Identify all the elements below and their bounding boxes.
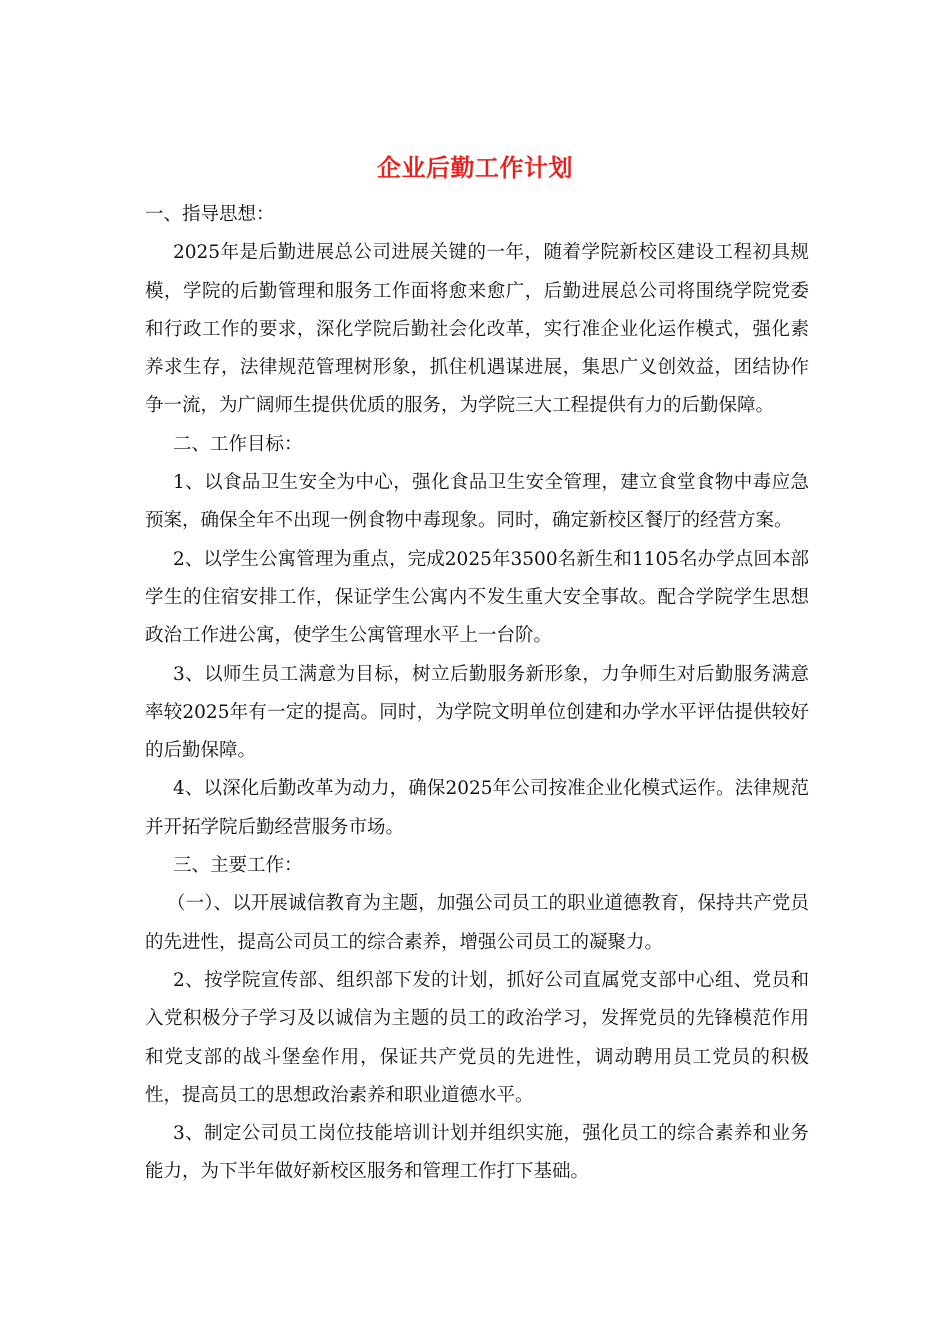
paragraph-work-2: 2、按学院宣传部、组织部下发的计划，抓好公司直属党支部中心组、党员和入党积极分子学习及以诚信为主题的员工的政治学习，发挥党员的先锋模范作用和党支部的战斗堡垒作用，保证共产党员的先进性，调动聘用员工党员的积极性，提高员工的思想政治素养和职业道德水平。 [145,969,809,1106]
section-heading-guiding-ideology: 一、指导思想： [145,204,275,225]
paragraph-work-1: （一）、以开展诚信教育为主题，加强公司员工的职业道德教育，保持共产党员的先进性，提高公司员工的综合素养，增强公司员工的凝聚力。 [145,893,809,953]
paragraph-work-3: 3、制定公司员工岗位技能培训计划并组织实施，强化员工的综合素养和业务能力，为下半年做好新校区服务和管理工作打下基础。 [145,1123,809,1183]
section-heading-work-goals: 二、工作目标： [173,433,303,455]
section-heading-main-work: 三、主要工作： [173,855,303,877]
paragraph-goal-4: 4、以深化后勤改革为动力，确保2025年公司按准企业化模式运作。法律规范并开拓学院后勤经营服务市场。 [145,778,809,838]
document-body [145,196,809,1192]
paragraph-goal-2: 2、以学生公寓管理为重点，完成2025年3500名新生和1105名办学点回本部学生的住宿安排工作，保证学生公寓内不发生重大安全事故。配合学院学生思想政治工作进公寓，使学生公寓管理水平上一台阶。 [145,548,809,647]
paragraph-goal-3: 3、以师生员工满意为目标，树立后勤服务新形象，力争师生对后勤服务满意率较2025年有一定的提高。同时，为学院文明单位创建和办学水平评估提供较好的后勤保障。 [145,663,809,762]
paragraph-guiding-ideology: 2025年是后勤进展总公司进展关键的一年，随着学院新校区建设工程初具规模，学院的后勤管理和服务工作面将愈来愈广，后勤进展总公司将围绕学院党委和行政工作的要求，深化学院后勤社会化改革，实行准企业化运作模式，强化素养求生存，法律规范管理树形象，抓住机遇谋进展，集思广义创效益，团结协作争一流，为广阔师生提供优质的服务，为学院三大工程提供有力的后勤保障。 [145,242,809,417]
paragraph-goal-1: 1、以食品卫生安全为中心，强化食品卫生安全管理，建立食堂食物中毒应急预案，确保全年不出现一例食物中毒现象。同时，确定新校区餐厅的经营方案。 [145,472,809,532]
document-title: 企业后勤工作计划 [377,153,573,182]
